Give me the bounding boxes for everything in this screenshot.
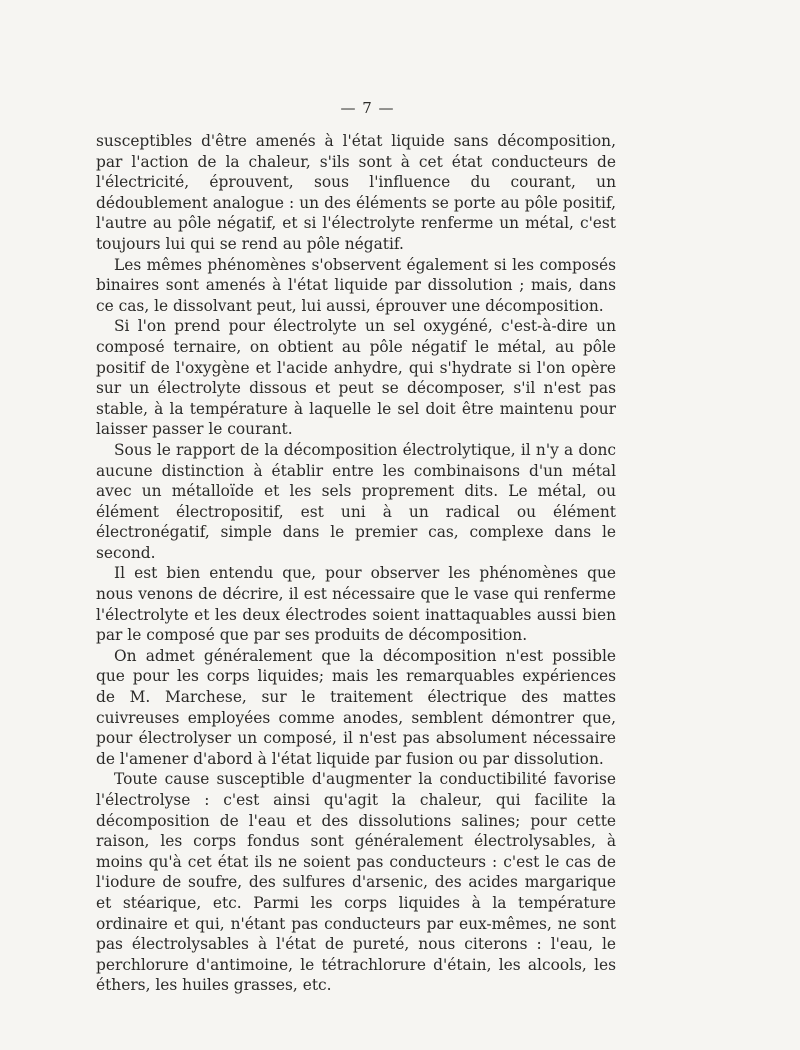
paragraph-7: Toute cause susceptible d'augmenter la conductibilité favorise l'électrolyse : c'est ainsi qu'agit la chaleur, qui facilite la décomposition de l'eau et des dissolutions salines; pour cette raison, les corps fondus sont généralement électrolysables, à moins qu'à cet état ils ne soient pas conducteurs : c'est le cas de l'iodure de soufre, des sulfures d'arsenic, des acides margarique et stéarique, etc. Parmi les corps liquides à la température ordinaire et qui, n'étant pas conducteurs par eux-mêmes, ne sont pas électrolysables à l'état de pureté, nous citerons : l'eau, le perchlorure d'antimoine, le tétrachlorure d'étain, les alcools, les éthers, les huiles grasses, etc. (96, 770, 616, 995)
paragraph-5: Il est bien entendu que, pour observer les phénomènes que nous venons de décrire, il est nécessaire que le vase qui renferme l'électrolyte et les deux électrodes soient inattaquables aussi bien par le composé que par ses produits de décomposition. (96, 564, 616, 645)
paragraph-6: On admet généralement que la décomposition n'est possible que pour les corps liquides; mais les remarquables expériences de M. Marchese, sur le traitement électrique des mattes cuivreuses employées comme anodes, semblent démontrer que, pour électrolyser un composé, il n'est pas absolument nécessaire de l'amener d'abord à l'état liquide par fusion ou par dissolution. (96, 646, 616, 768)
paragraph-4: Sous le rapport de la décomposition électrolytique, il n'y a donc aucune distinction à établir entre les combinaisons d'un métal avec un métalloïde et les sels proprement dits. Le métal, ou élément électropositif, est uni à un radical ou élément électronégatif, simple dans le premier cas, complexe dans le second. (96, 440, 616, 562)
paragraph-1: susceptibles d'être amenés à l'état liquide sans décomposition, par l'action de la chaleur, s'ils sont à cet état conducteurs de l'électricité, éprouvent, sous l'influence du courant, un dédoublement analogue : un des éléments se porte au pôle positif, l'autre au pôle négatif, et si l'électrolyte renferme un métal, c'est toujours lui qui se rend au pôle négatif. (96, 132, 616, 253)
paragraph-2: Les mêmes phénomènes s'observent également si les composés binaires sont amenés à l'état liquide par dissolution ; mais, dans ce cas, le dissolvant peut, lui aussi, éprouver une décomposition. (96, 255, 616, 315)
paragraph-3: Si l'on prend pour électrolyte un sel oxygéné, c'est-à-dire un composé ternaire, on obtient au pôle négatif le métal, au pôle positif de l'oxygène et l'acide anhydre, qui s'hydrate si l'on opère sur un électrolyte dissous et peut se décomposer, s'il n'est pas stable, à la température à laquelle le sel doit être maintenu pour laisser passer le courant. (96, 317, 616, 439)
page-number: — 7 — (340, 99, 395, 117)
body-text (96, 131, 616, 996)
